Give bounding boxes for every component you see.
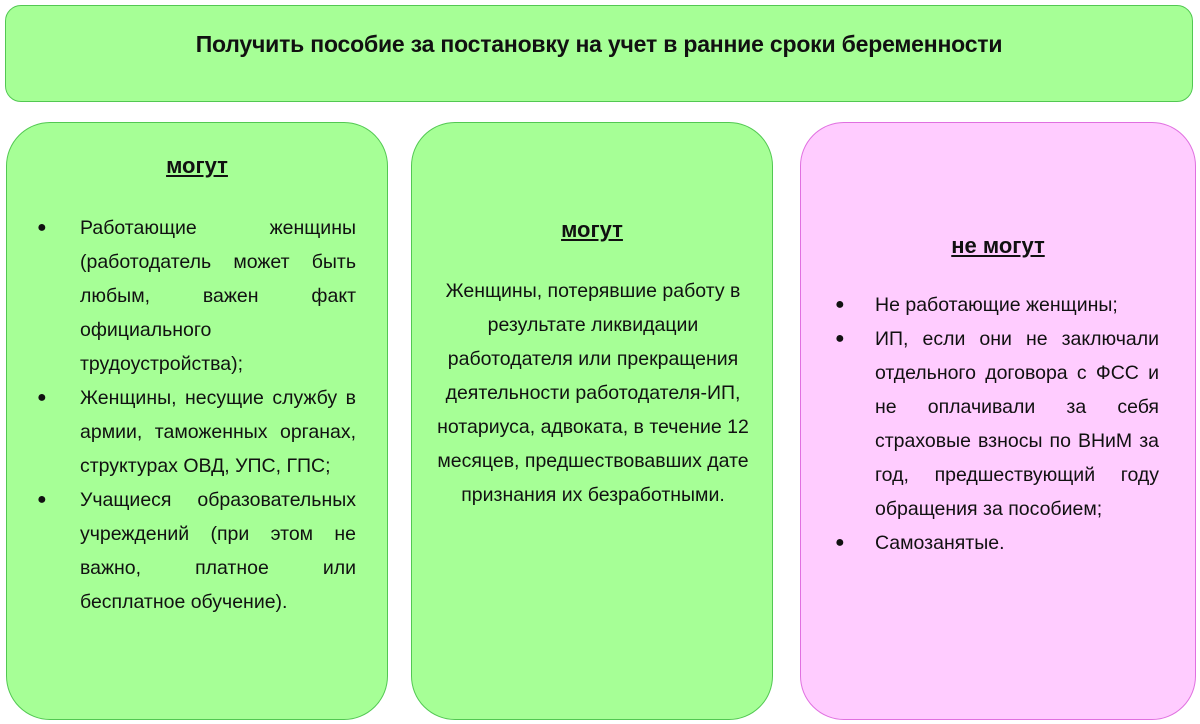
bullet-icon: ●: [835, 330, 845, 347]
bullet-icon: ●: [37, 491, 47, 508]
card-heading-cannot: не могут: [951, 233, 1045, 258]
list-item: [835, 322, 1159, 526]
list-item-text: Работающие женщины (работодатель может быть любым, важен факт официального трудоустройства);: [80, 217, 356, 375]
list-item: [37, 483, 356, 619]
list-item-text: ИП, если они не заключали отдельного договора с ФСС и не оплачивали за себя страховые взносы по ВНиМ за год, предшествующий году обращения за пособием;: [875, 328, 1159, 520]
list-item-text: Учащиеся образовательных учреждений (при этом не важно, платное или бесплатное обучение).: [80, 489, 356, 613]
list-item: [835, 288, 1159, 322]
bullet-icon: ●: [37, 219, 47, 236]
list-item: [37, 211, 356, 381]
card-heading-can: могут: [166, 153, 228, 178]
bullet-list-can: [37, 211, 356, 619]
list-item-text: Не работающие женщины;: [875, 294, 1118, 316]
list-item: [37, 381, 356, 483]
list-item-text: Женщины, несущие службу в армии, таможенных органах, структурах ОВД, УПС, ГПС;: [80, 387, 356, 477]
header-title: Получить пособие за постановку на учет в ранние сроки беременности: [195, 31, 1003, 57]
card-description: Женщины, потерявшие работу в результате ликвидации работодателя или прекращения деятельности работодателя-ИП, нотариуса, адвоката, в течение 12 месяцев, предшествовавших дате признания их безработными.: [437, 280, 749, 506]
bullet-icon: ●: [835, 534, 845, 551]
list-item: [835, 526, 1159, 560]
bullet-icon: ●: [37, 389, 47, 406]
bullet-icon: ●: [835, 296, 845, 313]
list-item-text: Самозанятые.: [875, 532, 1005, 554]
card-can-middle: [411, 122, 773, 720]
card-heading-can: могут: [561, 217, 623, 242]
card-cannot: [800, 122, 1196, 720]
header-box: [5, 5, 1193, 102]
card-can-left: [6, 122, 388, 720]
bullet-list-cannot: [835, 288, 1159, 560]
